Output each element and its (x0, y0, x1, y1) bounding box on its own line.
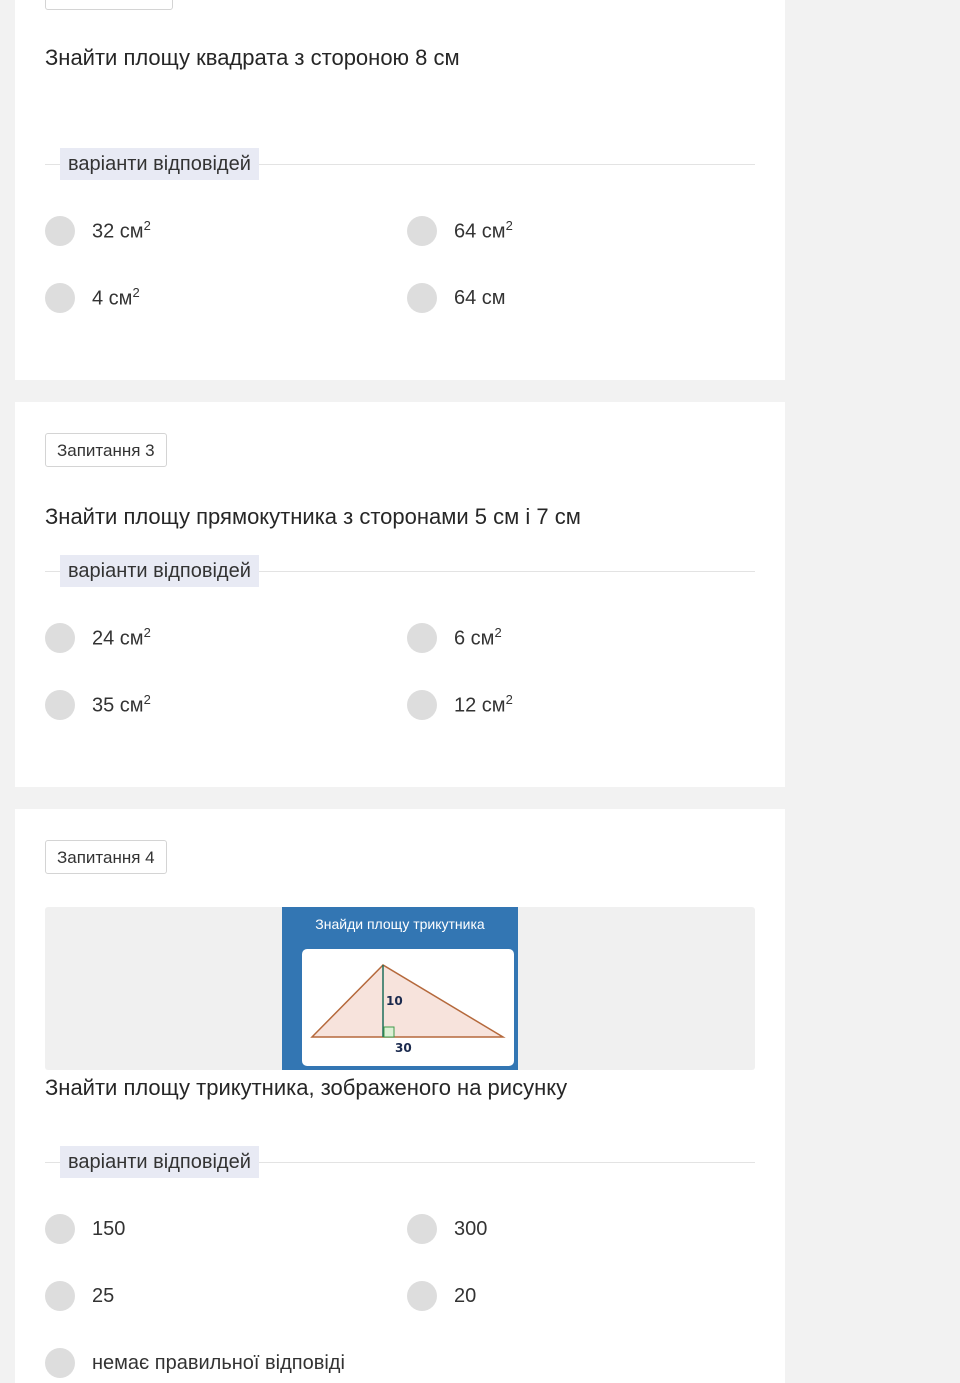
answer-option[interactable] (407, 1213, 487, 1245)
radio-button[interactable] (45, 283, 75, 313)
question-badge: Запитання 3 (45, 433, 167, 467)
triangle-drawing (302, 949, 514, 1066)
option-label: 20 (454, 1284, 477, 1307)
answers-header (45, 555, 755, 587)
question-image-panel (45, 907, 755, 1070)
answer-option[interactable] (45, 689, 151, 721)
radio-button[interactable] (45, 1214, 75, 1244)
radio-button[interactable] (45, 1348, 75, 1378)
answer-option[interactable] (407, 622, 502, 654)
radio-button[interactable] (45, 690, 75, 720)
option-label: немає правильної відповіді (92, 1351, 345, 1374)
option-label: 12 $см^2$ (454, 692, 513, 717)
answers-header (45, 1146, 755, 1178)
option-label: 150 (92, 1217, 126, 1240)
answer-option[interactable] (45, 1213, 125, 1245)
answer-option[interactable] (407, 215, 513, 247)
option-label: 64 $см^2$ (454, 218, 513, 243)
answers-label: варіанти відповідей (60, 1146, 259, 1178)
answer-option[interactable] (407, 689, 513, 721)
radio-button[interactable] (407, 1214, 437, 1244)
radio-button[interactable] (45, 1281, 75, 1311)
base-label: 30 (395, 1041, 412, 1055)
triangle-shape (312, 965, 503, 1037)
question-card-2 (15, 0, 785, 380)
answers-label: варіанти відповідей (60, 555, 259, 587)
radio-button[interactable] (45, 216, 75, 246)
answer-option[interactable] (45, 282, 140, 314)
answer-option[interactable] (45, 1280, 114, 1312)
figure-title: Знайди площу трикутника (315, 916, 485, 932)
question-badge (45, 0, 173, 10)
option-label: 35 $см^2$ (92, 692, 151, 717)
figure-canvas (302, 949, 514, 1066)
radio-button[interactable] (407, 216, 437, 246)
option-label: 24 $см^2$ (92, 625, 151, 650)
option-label: 300 (454, 1217, 488, 1240)
question-text: Знайти площу квадрата з стороною 8 см (45, 45, 460, 70)
radio-button[interactable] (45, 623, 75, 653)
radio-button[interactable] (407, 1281, 437, 1311)
option-label: 25 (92, 1284, 115, 1307)
right-angle-mark (384, 1027, 394, 1037)
option-label: 64 см (454, 286, 506, 309)
question-card-3 (15, 402, 785, 787)
question-card-4 (15, 809, 785, 1383)
triangle-figure (282, 907, 518, 1070)
radio-button[interactable] (407, 690, 437, 720)
option-label: 4 $см^2$ (92, 285, 140, 310)
answers-header (45, 148, 755, 180)
answer-option[interactable] (407, 282, 506, 314)
answer-option[interactable] (45, 215, 151, 247)
answer-option[interactable] (45, 622, 151, 654)
answers-label: варіанти відповідей (60, 148, 259, 180)
question-text: Знайти площу прямокутника з сторонами 5 см і 7 см (45, 504, 581, 529)
radio-button[interactable] (407, 283, 437, 313)
radio-button[interactable] (407, 623, 437, 653)
option-label: 32 $см^2$ (92, 218, 151, 243)
option-label: 6 $см^2$ (454, 625, 502, 650)
answer-option[interactable] (45, 1347, 345, 1379)
question-text: Знайти площу трикутника, зображеного на рисунку (45, 1075, 568, 1100)
answer-option[interactable] (407, 1280, 476, 1312)
question-badge: Запитання 4 (45, 840, 167, 874)
height-label: 10 (386, 994, 403, 1008)
